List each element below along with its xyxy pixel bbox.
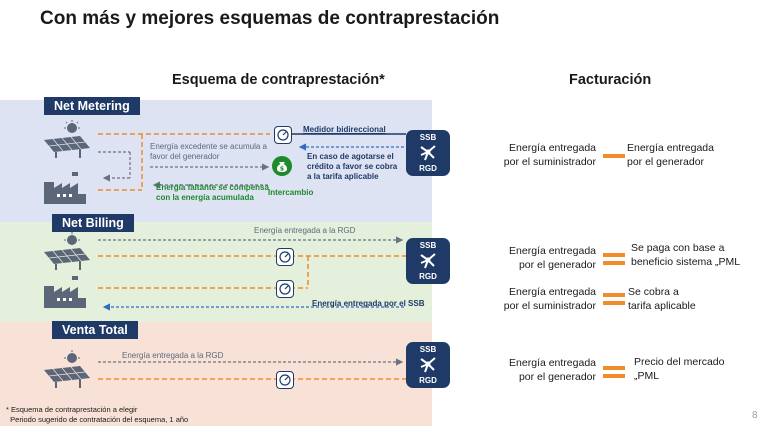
billing-nb2-left: Energía entregada por el suministrador bbox=[503, 286, 596, 312]
billing-header: Facturación bbox=[569, 72, 652, 88]
net-metering-label: Net Metering bbox=[44, 97, 140, 115]
solar-panel-icon bbox=[40, 350, 94, 388]
credit-note: En caso de agotarse el crédito a favor se cobra a la tarifa aplicable bbox=[307, 152, 398, 181]
bidirectional-meter-label: Medidor bidireccional bbox=[303, 125, 386, 134]
money-bag-icon bbox=[272, 156, 292, 176]
billing-nb1-right: Se paga con base a beneficio sistema „PML bbox=[631, 242, 741, 268]
factory-icon bbox=[42, 172, 88, 204]
ssb-label: SSB bbox=[419, 241, 437, 250]
nb-delivered-rgd-note: Energía entregada a la RGD bbox=[254, 226, 356, 235]
surplus-note: Energía excedente se acumula a favor del generador bbox=[150, 142, 267, 161]
rgd-label: RGD bbox=[419, 376, 437, 385]
billing-vt-right: Precio del mercado „PML bbox=[634, 356, 725, 382]
exchange-label: Intercambio bbox=[268, 188, 314, 197]
page-title: Con más y mejores esquemas de contraprestación bbox=[40, 8, 500, 29]
grid-node-icon bbox=[417, 355, 439, 375]
minus-sign bbox=[603, 154, 625, 158]
ssb-rgd-box bbox=[406, 238, 450, 284]
ssb-rgd-box bbox=[406, 342, 450, 388]
billing-vt-left: Energía entregada por el generador bbox=[509, 357, 596, 383]
equals-sign-bottom bbox=[603, 261, 625, 265]
factory-icon bbox=[42, 276, 88, 308]
equals-sign-top bbox=[603, 293, 625, 297]
grid-node-icon bbox=[417, 143, 439, 163]
billing-nb2-right: Se cobra a tarifa aplicable bbox=[628, 286, 696, 312]
equals-sign-bottom bbox=[603, 301, 625, 305]
equals-sign-top bbox=[603, 366, 625, 370]
meter-icon bbox=[274, 126, 292, 144]
meter-icon bbox=[276, 248, 294, 266]
equals-sign-top bbox=[603, 253, 625, 257]
page-number: 8 bbox=[752, 410, 758, 421]
solar-panel-icon bbox=[40, 120, 94, 158]
grid-node-icon bbox=[417, 251, 439, 271]
billing-nm-right: Energía entregada por el generador bbox=[627, 142, 714, 168]
equals-sign-bottom bbox=[603, 374, 625, 378]
meter-icon bbox=[276, 280, 294, 298]
meter-icon bbox=[276, 371, 294, 389]
svg-text:$: $ bbox=[279, 165, 285, 173]
footnote: * Esquema de contraprestación a elegir Periodo sugerido de contratación del esquema, 1 año bbox=[6, 405, 189, 425]
net-billing-label: Net Billing bbox=[52, 214, 134, 232]
ssb-label: SSB bbox=[419, 133, 437, 142]
deficit-note: Energía faltante se compensa con la energía acumulada bbox=[156, 183, 269, 202]
venta-total-label: Venta Total bbox=[52, 321, 138, 339]
nb-delivered-ssb-note: Energía entregada por el SSB bbox=[312, 299, 425, 308]
ssb-label: SSB bbox=[419, 345, 437, 354]
solar-panel-icon bbox=[40, 232, 94, 270]
billing-nm-left: Energía entregada por el suministrador bbox=[503, 142, 596, 168]
scheme-header: Esquema de contraprestación* bbox=[172, 72, 385, 88]
ssb-rgd-box bbox=[406, 130, 450, 176]
rgd-label: RGD bbox=[419, 164, 437, 173]
vt-delivered-rgd-note: Energía entregada a la RGD bbox=[122, 351, 224, 360]
billing-nb1-left: Energía entregada por el generador bbox=[509, 245, 596, 271]
rgd-label: RGD bbox=[419, 272, 437, 281]
